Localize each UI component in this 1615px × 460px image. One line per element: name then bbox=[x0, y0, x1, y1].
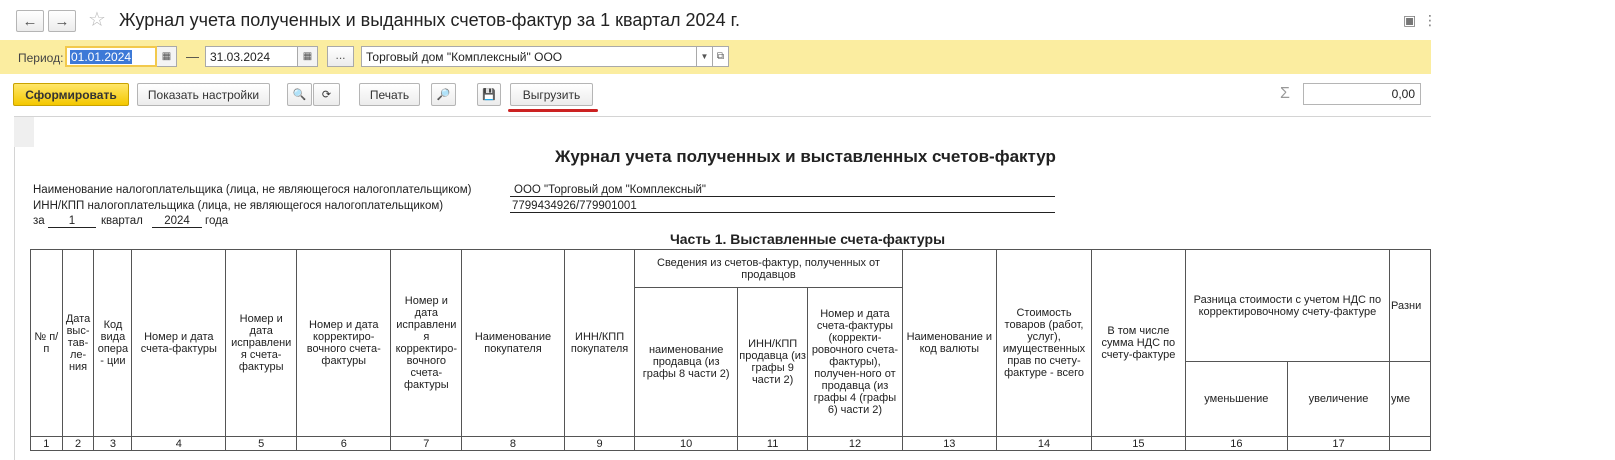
header-c15: В том числе сумма НДС по счету-фактуре bbox=[1091, 250, 1185, 437]
part1-title: Часть 1. Выставленные счета-фактуры bbox=[669, 231, 946, 247]
sigma-icon: Σ bbox=[1280, 85, 1290, 102]
period-label: Период: bbox=[18, 51, 64, 65]
calendar-icon: ▦ bbox=[302, 51, 313, 62]
header-c4: Номер и дата счета-фактуры bbox=[132, 250, 226, 437]
column-number: 3 bbox=[94, 437, 132, 451]
column-number: 12 bbox=[808, 437, 902, 451]
search-button[interactable] bbox=[287, 83, 312, 106]
period-select-button[interactable]: ... bbox=[327, 46, 354, 67]
column-number: 5 bbox=[226, 437, 297, 451]
save-button[interactable] bbox=[477, 83, 501, 106]
header-c6: Номер и дата корректиро-вочного счета-фактуры bbox=[297, 250, 391, 437]
column-number bbox=[1390, 437, 1431, 451]
column-number: 1 bbox=[31, 437, 63, 451]
toolbar bbox=[0, 74, 1431, 116]
header-c8: Наименование покупателя bbox=[462, 250, 564, 437]
arrow-left-icon: ← bbox=[22, 12, 38, 30]
search-next-button[interactable] bbox=[313, 83, 340, 106]
report-title: Журнал учета полученных и выставленных счетов-фактур bbox=[555, 147, 1056, 166]
floppy-disk-icon: 💾 bbox=[482, 89, 496, 101]
period-dash: — bbox=[186, 49, 199, 64]
open-window-icon: ⧉ bbox=[716, 51, 725, 62]
organization-select[interactable]: Торговый дом "Комплексный" ООО bbox=[361, 46, 697, 67]
year-label: года bbox=[205, 215, 229, 227]
za-label: за bbox=[33, 215, 45, 227]
sum-field: 0,00 bbox=[1303, 83, 1421, 105]
window-title: Журнал учета полученных и выданных счетов-фактур за 1 квартал 2024 г. bbox=[119, 10, 740, 30]
header-c16: уменьшение bbox=[1185, 362, 1287, 437]
more-icon[interactable]: ⋮ bbox=[1423, 12, 1437, 28]
calendar-icon: ▦ bbox=[161, 51, 172, 62]
save-layout-icon[interactable]: ▣ bbox=[1403, 12, 1417, 28]
header-c1: № п/п bbox=[31, 250, 63, 437]
date-from-calendar-button[interactable] bbox=[157, 46, 177, 67]
column-number: 8 bbox=[462, 437, 564, 451]
header-c10: наименование продавца (из графы 8 части 2) bbox=[635, 288, 737, 437]
header-c2: Дата выс-тав-ле-ния bbox=[62, 250, 94, 437]
report-gutter bbox=[14, 117, 34, 147]
taxpayer-value: ООО "Торговый дом "Комплексный" bbox=[510, 184, 1055, 197]
header-c17: увеличение bbox=[1287, 362, 1389, 437]
title-bar bbox=[0, 0, 1437, 40]
arrow-right-icon: → bbox=[54, 12, 70, 30]
header-c3: Код вида опера - ции bbox=[94, 250, 132, 437]
inn-value: 7799434926/779901001 bbox=[510, 200, 1055, 213]
invoice-journal-table bbox=[30, 249, 1431, 451]
header-c14: Стоимость товаров (работ, услуг), имущественных прав по счету-фактуре - всего bbox=[997, 250, 1092, 437]
quarter-number: 1 bbox=[48, 215, 96, 228]
column-number: 9 bbox=[564, 437, 635, 451]
date-to-calendar-button[interactable] bbox=[298, 46, 318, 67]
date-to-input[interactable]: 31.03.2024 bbox=[205, 46, 298, 67]
chevron-down-icon: ▼ bbox=[700, 52, 709, 61]
header-c7: Номер и дата исправлени я корректиро-вочного счета-фактуры bbox=[391, 250, 462, 437]
header-c13: Наименование и код валюты bbox=[902, 250, 997, 437]
inn-label: ИНН/КПП налогоплательщика (лица, не являющегося налогоплательщиком) bbox=[33, 200, 444, 212]
column-number: 16 bbox=[1185, 437, 1287, 451]
back-button[interactable] bbox=[16, 10, 44, 32]
quarter-label: квартал bbox=[101, 215, 143, 227]
search-refresh-icon: ⟳ bbox=[321, 89, 332, 101]
generate-button[interactable]: Сформировать bbox=[13, 83, 129, 106]
header-group-diff2: Разни bbox=[1390, 250, 1431, 362]
forward-button[interactable] bbox=[48, 10, 76, 32]
header-c12: Номер и дата счета-фактуры (корректи-ровочного счета-фактуры), получен-ного от продавца (из графы 4 (графы 6) части 2) bbox=[808, 288, 902, 437]
favorite-star-icon[interactable]: ☆ bbox=[88, 9, 106, 31]
column-number: 7 bbox=[391, 437, 462, 451]
show-settings-button[interactable]: Показать настройки bbox=[137, 83, 270, 106]
column-number: 10 bbox=[635, 437, 737, 451]
search-icon: 🔍 bbox=[292, 89, 307, 101]
print-preview-icon: 🔎 bbox=[436, 89, 451, 101]
header-c18: уме bbox=[1390, 362, 1431, 437]
column-number: 15 bbox=[1091, 437, 1185, 451]
column-number: 2 bbox=[62, 437, 94, 451]
print-button[interactable]: Печать bbox=[359, 83, 420, 106]
organization-dropdown-button[interactable] bbox=[697, 46, 713, 67]
period-bar bbox=[0, 40, 1431, 74]
column-number: 4 bbox=[132, 437, 226, 451]
column-number: 11 bbox=[737, 437, 808, 451]
header-c11: ИНН/КПП продавца (из графы 9 части 2) bbox=[737, 288, 808, 437]
header-c5: Номер и дата исправлени я счета-фактуры bbox=[226, 250, 297, 437]
taxpayer-label: Наименование налогоплательщика (лица, не являющегося налогоплательщиком) bbox=[33, 184, 472, 196]
header-group-diff: Разница стоимости с учетом НДС по корректировочному счету-фактуре bbox=[1185, 250, 1389, 362]
column-number: 6 bbox=[297, 437, 391, 451]
export-highlight-underline bbox=[508, 109, 598, 112]
header-c9: ИНН/КПП покупателя bbox=[564, 250, 635, 437]
header-group-seller: Сведения из счетов-фактур, полученных от продавцов bbox=[635, 250, 902, 288]
export-button[interactable]: Выгрузить bbox=[510, 83, 593, 106]
column-number: 17 bbox=[1287, 437, 1389, 451]
organization-open-button[interactable] bbox=[713, 46, 729, 67]
column-number: 14 bbox=[997, 437, 1092, 451]
preview-button[interactable] bbox=[431, 83, 456, 106]
date-from-input[interactable]: 01.01.2024 bbox=[65, 46, 157, 67]
year-value: 2024 bbox=[152, 215, 202, 228]
column-number: 13 bbox=[902, 437, 997, 451]
